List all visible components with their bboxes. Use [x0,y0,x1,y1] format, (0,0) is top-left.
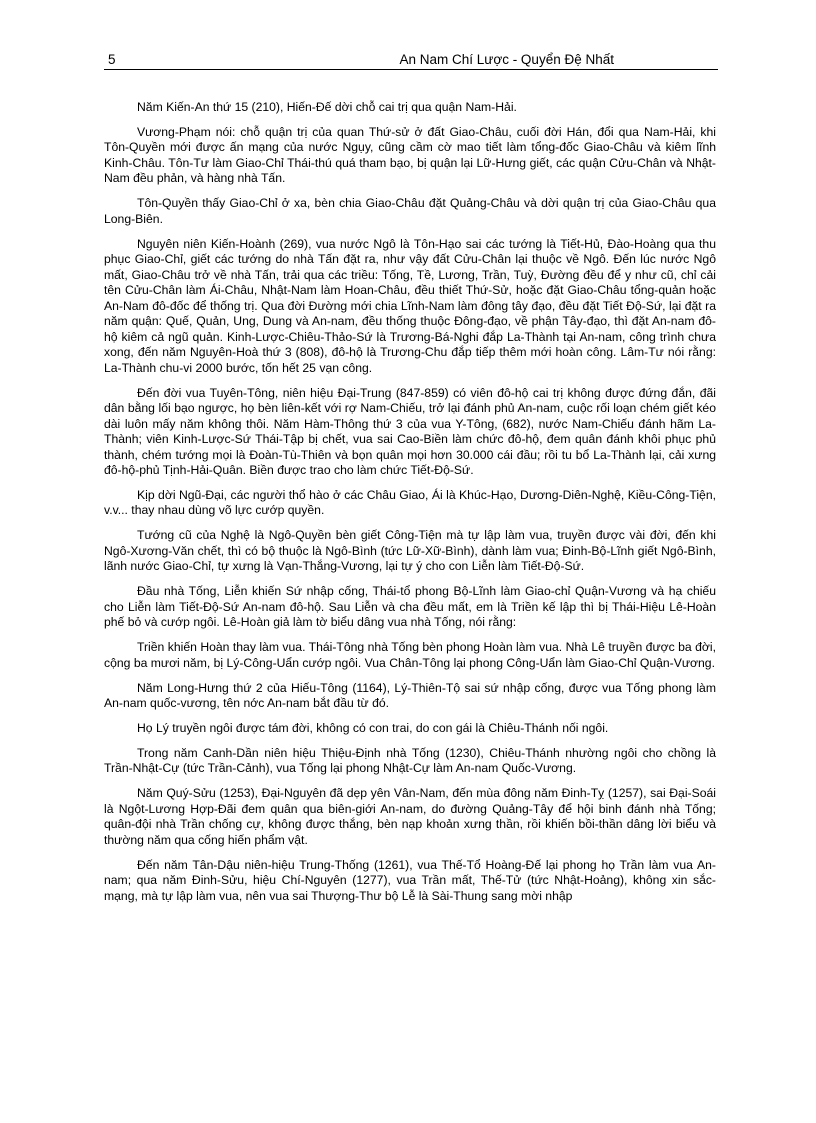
paragraph: Năm Quý-Sửu (1253), Đại-Nguyên đã dẹp yên Vân-Nam, đến mùa đông năm Đinh-Tỵ (1257), sai Đại-Soái là Ngột-Lương Hợp-Đãi đem quân qua biên-giới An-nam, do đường Quảng-Tây để hội binh đánh nhà Tống; quân-đội nhà Trần chống cự, không được thắng, bèn nạp khoản xưng thần, rồi khiến bồi-thần dâng lời biểu và thường năm qua cống hiến phẩm vật. [104,786,716,847]
paragraph: Đến năm Tân-Dậu niên-hiệu Trung-Thống (1261), vua Thế-Tổ Hoàng-Đế lại phong họ Trần làm vua An-nam; qua năm Đinh-Sửu, hiệu Chí-Nguyên (1277), vua Trần mất, Thế-Tử (tức Nhật-Hoảng), không xin sắc-mạng, mà tự lập làm vua, nên vua sai Thượng-Thư bộ Lễ là Sài-Thung sang mời nhập [104,857,716,903]
paragraph: Trong năm Canh-Dần niên hiệu Thiệu-Định nhà Tống (1230), Chiêu-Thánh nhường ngôi cho chồng là Trần-Nhật-Cự (tức Trần-Cảnh), vua Tống lại phong Nhật-Cự làm An-nam Quốc-Vương. [104,745,716,776]
paragraph: Triền khiến Hoàn thay làm vua. Thái-Tông nhà Tống bèn phong Hoàn làm vua. Nhà Lê truyền được ba đời, cộng ba mươi năm, bị Lý-Công-Uẩn cướp ngôi. Vua Chân-Tông lại phong Công-Uẩn làm Giao-Chỉ Quận-Vương. [104,640,716,670]
running-title: An Nam Chí Lược - Quyển Đệ Nhất [399,52,614,67]
paragraph: Vương-Phạm nói: chỗ quận trị của quan Thứ-sử ở đất Giao-Châu, cuối đời Hán, đổi qua Nam-Hải, khi Tôn-Quyền mới được ấn mạng của nước Ngụy, cũng cầm cờ mao tiết làm tổng-đốc Giao-Châu và kiêm lĩnh Kinh-Châu. Tôn-Tư làm Giao-Chỉ Thái-thú quá tham bạo, bị quận lại Lữ-Hưng giết, các quận Cửu-Chân và Nhật-Nam đều phản, và hàng nhà Tấn. [104,124,716,186]
page-body [104,100,716,913]
page-number: 5 [108,52,116,67]
paragraph: Đến đời vua Tuyên-Tông, niên hiệu Đại-Trung (847-859) có viên đô-hộ cai trị không được đứng đắn, đãi dân bằng lối bạo ngược, họ bèn liên-kết với rợ Nam-Chiếu, trở lại đánh phủ An-nam, cuộc rối loạn chém giết kéo dài luôn mấy năm không thôi. Năm Hàm-Thông thứ 3 của vua Y-Tông, (682), nước Nam-Chiếu đánh hãm La-Thành; viên Kinh-Lược-Sứ Thái-Tập bị chết, vua sai Cao-Biền làm chức đô-hộ, đem quân đánh khôi phục phủ thành, chém tướng mọi là Đoàn-Tù-Thiên và bọn quân mọi hơn 30.000 cái đầu; rồi tu bổ La-Thành lại, cải xưng đô-hộ-phủ Tịnh-Hải-Quân. Biền được trao cho làm chức Tiết-Độ-Sứ. [104,385,716,478]
paragraph: Kịp dời Ngũ-Đại, các người thổ hào ở các Châu Giao, Ái là Khúc-Hạo, Dương-Diên-Nghệ, Kiều-Công-Tiện, v.v... thay nhau dùng võ lực cướp quyền. [104,487,716,518]
paragraph: Họ Lý truyền ngôi được tám đời, không có con trai, do con gái là Chiêu-Thánh nối ngôi. [137,720,609,735]
paragraph: Tôn-Quyền thấy Giao-Chỉ ở xa, bèn chia Giao-Châu đặt Quảng-Châu và dời quận trị của Giao-Châu qua Long-Biên. [104,196,716,226]
paragraph: Nguyên niên Kiến-Hoành (269), vua nước Ngô là Tôn-Hạo sai các tướng là Tiết-Hủ, Đào-Hoàng qua thu phục Giao-Chỉ, giết các tướng do nhà Tấn đặt ra, như vậy đất Cửu-Chân lại thuộc về Ngô. Đến lúc nước Ngô mất, Giao-Châu trở về nhà Tấn, trải qua các triều: Tống, Tề, Lương, Trần, Tuỳ, Đường đều để y như cũ, chỉ cải tên Cửu-Chân làm Ái-Châu, Nhật-Nam làm Hoan-Châu, đều thiết Thứ-Sử, hoặc đặt Giao-Châu tổng-quản hoặc An-Nam đô-đốc để thống trị. Qua đời Đường mới chia Lĩnh-Nam làm đông tây đạo, đều đặt Tiết Độ-Sứ, lại đặt ra năm quận: Quế, Quản, Ung, Dung và An-nam, đều thống thuộc Đông-đạo, về phận Tây-đạo, thì đặt An-nam đô-hộ kiêm cả ngũ quản. Kinh-Lược-Chiêu-Thảo-Sứ là Trương-Bá-Nghi đắp La-Thành tại An-nam, công trình chưa xong, đến năm Nguyên-Hoà thứ 3 (808), đô-hộ là Trương-Chu đắp tiếp thêm mới hoàn công. Lâm-Tư nói rằng: La-Thành chu-vi 2000 bước, tốn hết 25 vạn công. [104,236,716,375]
paragraph: Đầu nhà Tống, Liễn khiến Sứ nhập cống, Thái-tổ phong Bộ-Lĩnh làm Giao-chỉ Quận-Vương và hạ chiếu cho Liễn làm Tiết-Độ-Sứ An-nam đô-hộ. Sau Liễn và cha đều mất, em là Triền kế lập thì bị Thái-Hiệu Lê-Hoàn phế bỏ và cướp ngôi. Lê-Hoàn giả làm tờ biểu dâng vua nhà Tống, nói rằng: [104,584,716,630]
header-rule [104,69,718,70]
paragraph: Năm Long-Hưng thứ 2 của Hiếu-Tông (1164), Lý-Thiên-Tộ sai sứ nhập cống, được vua Tống phong làm An-nam quốc-vương, tên nớc An-nam bắt đầu từ đó. [104,680,716,711]
paragraph: Năm Kiến-An thứ 15 (210), Hiến-Đế dời chỗ cai trị qua quận Nam-Hải. [137,100,517,114]
paragraph: Tướng cũ của Nghệ là Ngô-Quyền bèn giết Công-Tiện mà tự lập làm vua, truyền được vài đời, đến khi Ngô-Xương-Văn chết, thì có bộ thuộc là Ngô-Bình (tức Lữ-Xữ-Bình), dành làm vua; Đinh-Bộ-Lĩnh giết Ngô-Bình, lãnh nước Giao-Chỉ, tự xưng là Vạn-Thắng-Vương, lại tự ý cho con Liễn làm Tiết-Độ-Sứ. [104,528,716,574]
page-header [104,50,718,70]
